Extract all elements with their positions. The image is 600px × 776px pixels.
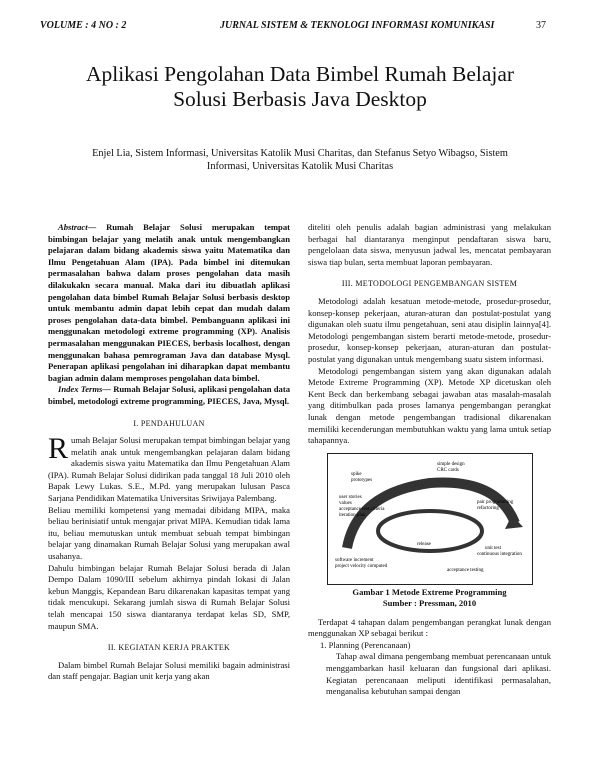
- planning-description: Tahap awal dimana pengembang membuat perencanaan untuk menggambarkan hasil keluaran dan fungsional dari aplikasi. Kegiatan perencanaan meliputi identifikasi permasalahan, menganalisa kebutuhan sampai dengan: [326, 651, 551, 697]
- authors: Enjel Lia, Sistem Informasi, Universitas Katolik Musi Charitas, dan Stefanus Setyo Wibagso, Sistem Informasi, Universitas Katolik Musi Charitas: [92, 148, 508, 172]
- left-column: [48, 222, 290, 683]
- page-number: 37: [536, 20, 546, 31]
- journal-name: JURNAL SISTEM & TEKNOLOGI INFORMASI KOMUNIKASI: [220, 20, 495, 31]
- index-terms: [48, 384, 290, 407]
- running-header: [40, 20, 560, 34]
- section1-paragraph2: Beliau memiliki kompetensi yang memadai dibidang MIPA, maka beliau berinisiatif untuk mengajar privat MIPA. Kemudian tidak lama itu, beliau memutuskan untuk membuat sebuah tempat bimbingan belajar yang dinamakan Rumah Belajar Solusi yang merupakan awal usahanya.: [48, 504, 290, 562]
- figure-label: prototypes: [350, 477, 372, 483]
- abstract: [48, 222, 290, 384]
- right-top-paragraph: diteliti oleh penulis adalah bagian administrasi yang melakukan berbagai hal diantaranya menginput pendaftaran siswa baru, pengelolaan data siswa, menyusun jadwal les, mencatat pembayaran siswa tiap bulan, serta membuat laporan pembayaran.: [308, 222, 551, 267]
- figure-label: unit test: [484, 545, 501, 551]
- volume-label: VOLUME : 4 NO : 2: [40, 20, 127, 31]
- abstract-text: Rumah Belajar Solusi merupakan tempat bimbingan belajar yang melatih anak untuk mengembangkan pelajaran dalam bidang akademis siswa yaitu Matematika dan Ilmu Pengetahuan Alam (IPA). Pada bimbel ini ditemukan permasalahan bahwa dalam proses pengolahan data masih dilakukakn secara manual. Maka dari itu dibuatlah aplikasi pengolahan data bimbel Rumah Belajar Solusi berbasis desktop untuk membantu admin dapat lebih cepat dan mudah dalam proses pengolahan data-data bimbel. Pembanguann aplikasi ini menggunakan metodologi extreme programming (XP). Analisis permasalahan menggunakan PIECES, berbasis localhost, dengan menggunakan bahasa pemrograman Java dan database Mysql. Penerapan aplikasi pengolahan ini diharapkan dapat membantu bagian admin dalam memproses pengolahan data bimbel.: [48, 222, 290, 383]
- figure-label: software increment: [334, 557, 373, 563]
- figure-label: release: [416, 541, 431, 547]
- section-heading-1: I. PENDAHULUAN: [133, 418, 205, 428]
- figure-caption: Gambar 1 Metode Extreme Programming: [352, 586, 507, 597]
- section2-paragraph1: Dalam bimbel Rumah Belajar Solusi memiliki bagain administrasi dan staff pengajar. Bagian unit kerja yang akan: [48, 659, 290, 682]
- drop-cap: R: [48, 432, 69, 466]
- figure-label: continuous integration: [476, 551, 522, 557]
- section-heading-2: II. KEGIATAN KERJA PRAKTEK: [107, 643, 231, 653]
- figure-label: spike: [350, 471, 362, 477]
- figure-label: simple design: [436, 461, 465, 467]
- paper-title: Aplikasi Pengolahan Data Bimbel Rumah Belajar Solusi Berbasis Java Desktop: [85, 62, 515, 111]
- figure-label: iteration plan: [338, 512, 366, 518]
- figure-label: refactoring: [476, 505, 499, 511]
- figure-label: user stories: [338, 494, 362, 500]
- section1-paragraph3: Dahulu bimbingan belajar Rumah Belajar Solusi berada di Jalan Dempo Dalam 1090/III sebelum akhirnya pindah lokasi di Jalan kebun Manggis, Kepandean Baru dikarenakan kapasitas tempat yang tidak mencukupi. Sekarang jumlah siswa di Rumah Belajar Solusi telah mencapai 150 siswa diantaranya terdapat kelas SD, SMP, maupun SMA.: [48, 562, 290, 631]
- after-figure-paragraph: Terdapat 4 tahapan dalam pengembangan perangkat lunak dengan menggunakan XP sebagai berikut :: [308, 616, 551, 639]
- figure-label: acceptance testing: [446, 567, 484, 573]
- xp-process-figure: [327, 453, 533, 585]
- figure-label: acceptance test criteria: [338, 506, 385, 512]
- section1-paragraph1: Rumah Belajar Solusi merupakan tempat bimbingan belajar yang melatih anak untuk mengembangkan pelajaran dalam bidang akademis siswa yaitu Matematika dan Ilmu Pengetahuan Alam (IPA). Rumah Belajar Solusi didirikan pada tanggal 18 Juli 2010 oleh Bapak Lewy Lukas. S.E., M.Pd. yang merupakan lulusan Pasca Sarjana Pendidikan Matematika Universitas Sriwijaya Palembang.: [48, 432, 290, 504]
- section-heading-3: III. METODOLOGI PENGEMBANGAN SISTEM: [341, 279, 518, 289]
- index-terms-label: Index Terms—: [58, 384, 111, 395]
- abstract-label: Abstract—: [58, 222, 97, 232]
- right-column: [308, 222, 551, 698]
- figure-label: project velocity computed: [334, 563, 387, 569]
- figure-label: values: [338, 500, 352, 506]
- index-terms-text: Rumah Belajar Solusi, aplikasi pengolahan data bimbel, metodologi extreme programming, PIECES, Java, Mysql.: [48, 384, 290, 406]
- list-item-planning: 1. Planning (Perencanaan): [320, 639, 411, 650]
- section3-paragraph2: Metodologi pengembangan sistem yang akan digunakan adalah Metode Extreme Programming (XP). Metode XP dicetuskan oleh Kent Beck dan berkembang sebagai jawaban atas masalah-masalah yang ditimbulkan pada proses lamanya pengembangan perangkat lunak dengan metode pengembangan tradisional dikarenakan memiliki kecenderungan membutuhkan waktu yang lama untuk setiap tahapannya.: [308, 365, 551, 446]
- section3-paragraph1: Metodologi adalah kesatuan metode-metode, prosedur-prosedur, konsep-konsep pekerjaan, aturan-aturan dan postulat-postulat yang digunakan oleh suatu ilmu pengetahuan, seni atau disiplin lainnya[4]. Metodologi pengembangan sistem berarti metode-metode, prosedur-prosedur, konsep-konsep pekerjaan, aturan-aturan dan postulat-postulat yang digunakan untuk mengembang suatu sistem informasi.: [308, 295, 551, 364]
- figure-label: pair programming: [476, 499, 513, 505]
- figure-label: CRC cards: [436, 467, 459, 473]
- figure-source: Sumber : Pressman, 2010: [382, 597, 477, 608]
